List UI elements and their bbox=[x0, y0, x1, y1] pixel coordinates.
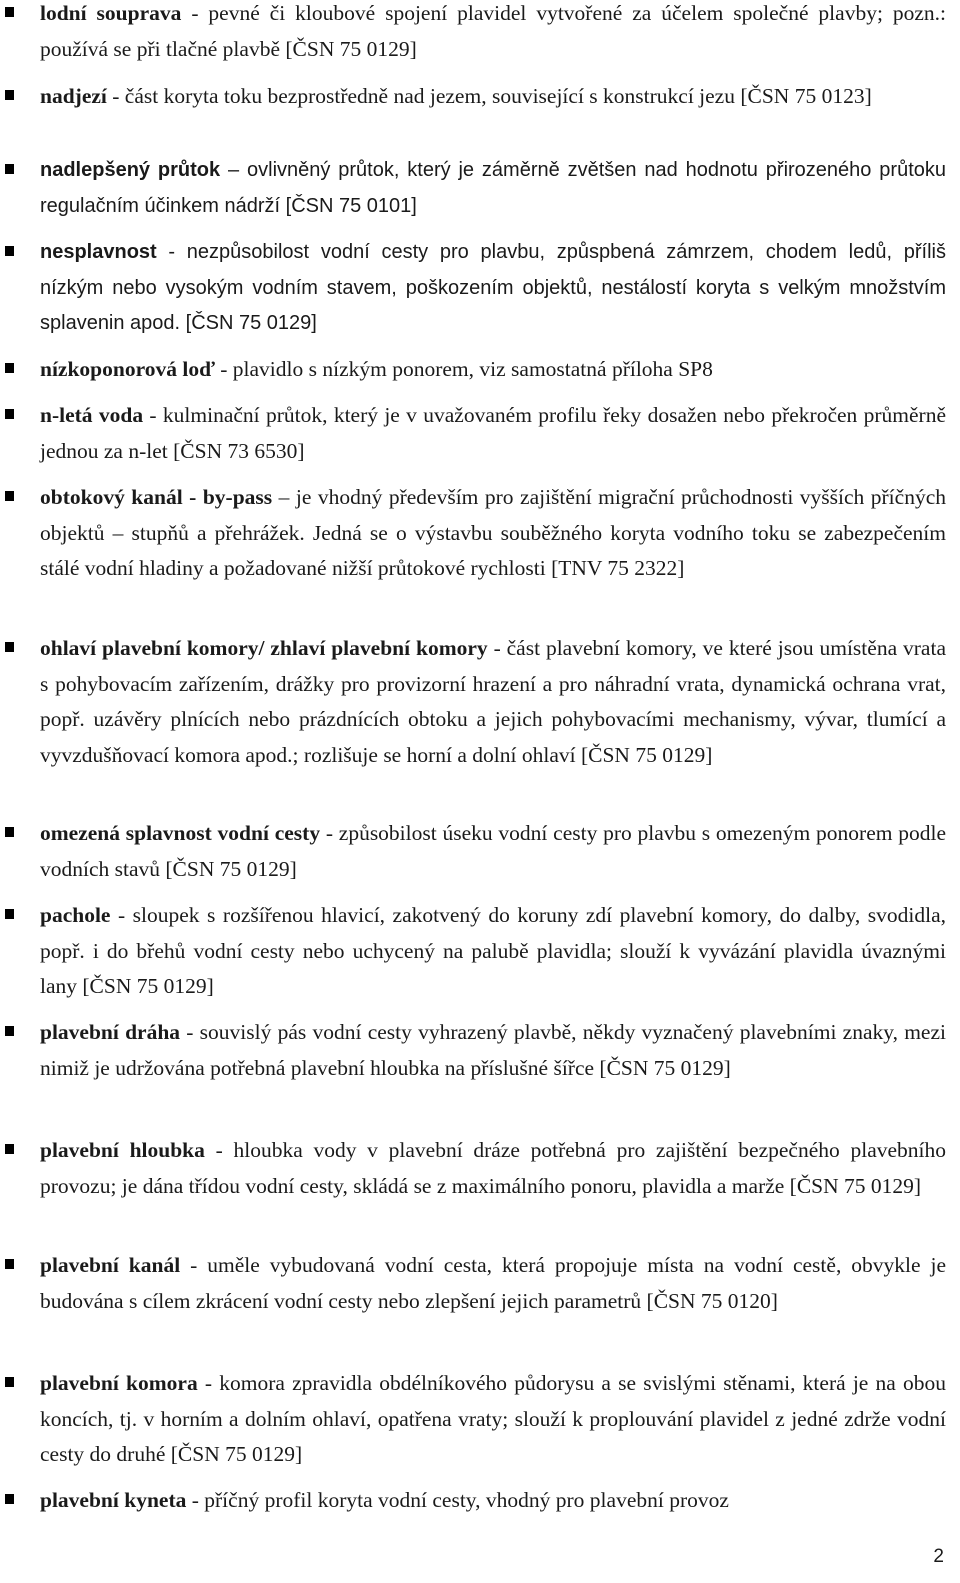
glossary-entry bbox=[40, 816, 946, 887]
glossary-term: nesplavnost bbox=[40, 241, 157, 263]
glossary-definition: - sloupek s rozšířenou hlavicí, zakotvený do koruny zdí plavební komory, do dalby, svodidla, popř. i do břehů vodní cesty nebo uchycený na palubě plavidla; slouží k vyvázání plavidla úvaznými lany [ČSN 75 0129] bbox=[40, 903, 946, 998]
glossary-definition: - hloubka vody v plavební dráze potřebná pro zajištění bezpečného plavebního provozu; je dána třídou vodní cesty, skládá se z maximálního ponoru, plavidla a marže [ČSN 75 0129] bbox=[40, 1138, 946, 1198]
glossary-entry bbox=[40, 480, 946, 587]
square-bullet-icon bbox=[5, 491, 14, 501]
glossary-definition: - pevné či kloubové spojení plavidel vytvořené za účelem společné plavby; pozn.: používá se při tlačné plavbě [ČSN 75 0129] bbox=[40, 1, 946, 61]
glossary-entry bbox=[40, 352, 946, 388]
glossary-entry bbox=[40, 0, 946, 67]
glossary-definition: - nezpůsobilost vodní cesty pro plavbu, způspbená zámrzem, chodem ledů, příliš nízkým nebo vysokým vodním stavem, poškozením objektů, nestálostí koryta s velkým množstvím splavenin apod. [ČSN 75 0129] bbox=[40, 241, 946, 334]
glossary-definition: – ovlivněný průtok, který je záměrně zvětšen nad hodnotu přirozeného průtoku regulačním účinkem nádrží [ČSN 75 0101] bbox=[40, 159, 947, 217]
page-number: 2 bbox=[933, 1546, 944, 1567]
square-bullet-icon bbox=[5, 90, 14, 100]
glossary-entry bbox=[40, 235, 946, 342]
square-bullet-icon bbox=[5, 7, 14, 17]
glossary-entry bbox=[40, 1248, 946, 1319]
glossary-term: nízkoponorová loď bbox=[40, 357, 215, 381]
glossary-entry bbox=[40, 1483, 946, 1519]
glossary-definition: - způsobilost úseku vodní cesty pro plavbu s omezeným ponorem podle vodních stavů [ČSN 75 0129] bbox=[40, 821, 946, 881]
glossary-definition: - kulminační průtok, který je v uvažovaném profilu řeky dosažen nebo překročen průměrně jednou za n-let [ČSN 73 6530] bbox=[40, 403, 946, 463]
glossary-term: plavební hloubka bbox=[40, 1138, 205, 1162]
square-bullet-icon bbox=[5, 1377, 14, 1387]
glossary-term: ohlaví plavební komory/ zhlaví plavební komory bbox=[40, 636, 488, 660]
square-bullet-icon bbox=[5, 1026, 14, 1036]
glossary-entry bbox=[40, 631, 946, 773]
glossary-definition: - plavidlo s nízkým ponorem, viz samostatná příloha SP8 bbox=[214, 357, 713, 381]
glossary-term: nadjezí bbox=[40, 84, 107, 108]
glossary-definition: - část koryta toku bezprostředně nad jezem, související s konstrukcí jezu [ČSN 75 0123] bbox=[106, 84, 872, 108]
glossary-term: lodní souprava bbox=[40, 1, 182, 25]
glossary-entry bbox=[40, 153, 946, 224]
square-bullet-icon bbox=[5, 909, 14, 919]
glossary-definition: - uměle vybudovaná vodní cesta, která propojuje místa na vodní cestě, obvykle je budována s cílem zkrácení vodní cesty nebo zlepšení jejich parametrů [ČSN 75 0120] bbox=[40, 1253, 946, 1313]
square-bullet-icon bbox=[5, 827, 14, 837]
glossary-entry bbox=[40, 398, 946, 469]
glossary-entry bbox=[40, 898, 946, 1005]
square-bullet-icon bbox=[5, 363, 14, 373]
square-bullet-icon bbox=[5, 164, 14, 174]
glossary-definition: - souvislý pás vodní cesty vyhrazený plavbě, někdy vyznačený plavebními znaky, mezi nimiž je udržována potřebná plavební hloubka na příslušné šířce [ČSN 75 0129] bbox=[40, 1020, 946, 1080]
glossary-term: plavební kyneta bbox=[40, 1488, 187, 1512]
glossary-entry bbox=[40, 1366, 946, 1473]
glossary-term: pachole bbox=[40, 903, 111, 927]
square-bullet-icon bbox=[5, 1144, 14, 1154]
glossary-term: nadlepšený průtok bbox=[40, 159, 221, 181]
glossary-term: n-letá voda bbox=[40, 403, 144, 427]
glossary-definition: - příčný profil koryta vodní cesty, vhodný pro plavební provoz bbox=[186, 1488, 729, 1512]
square-bullet-icon bbox=[5, 246, 14, 256]
glossary-entry bbox=[40, 1133, 946, 1204]
glossary-entry bbox=[40, 79, 946, 115]
glossary-definition: – je vhodný především pro zajištění migrační průchodnosti vyšších příčných objektů – stupňů a přehrážek. Jedná se o výstavbu souběžného koryta vodního toku se zabezpečením stálé vodní hladiny a požadované nižší průtokové rychlosti [TNV 75 2322] bbox=[40, 485, 946, 580]
square-bullet-icon bbox=[5, 1259, 14, 1269]
glossary-term: plavební kanál bbox=[40, 1253, 181, 1277]
glossary-definition: - komora zpravidla obdélníkového půdorysu a se svislými stěnami, která je na obou koncích, tj. v horním a dolním ohlaví, opatřena vraty; slouží k proplouvání plavidel z jedné zdrže vodní cesty do druhé [ČSN 75 0129] bbox=[40, 1371, 946, 1466]
glossary-term: omezená splavnost vodní cesty bbox=[40, 821, 321, 845]
square-bullet-icon bbox=[5, 1494, 14, 1504]
square-bullet-icon bbox=[5, 642, 14, 652]
glossary-term: plavební dráha bbox=[40, 1020, 181, 1044]
square-bullet-icon bbox=[5, 409, 14, 419]
glossary-entry bbox=[40, 1015, 946, 1086]
glossary-term: plavební komora bbox=[40, 1371, 198, 1395]
glossary-definition: - část plavební komory, ve které jsou umístěna vrata s pohybovacím zařízením, drážky pro provizorní hrazení a pro náhradní vrata, dynamická ochrana vrat, popř. uzávěry plnících nebo prázdnících obtoku a jejich pohybovacími mechanismy, vývar, tlumící a vyvzdušňovací komora apod.; rozlišuje se horní a dolní ohlaví [ČSN 75 0129] bbox=[40, 636, 946, 767]
glossary-term: obtokový kanál - by-pass bbox=[40, 485, 273, 509]
